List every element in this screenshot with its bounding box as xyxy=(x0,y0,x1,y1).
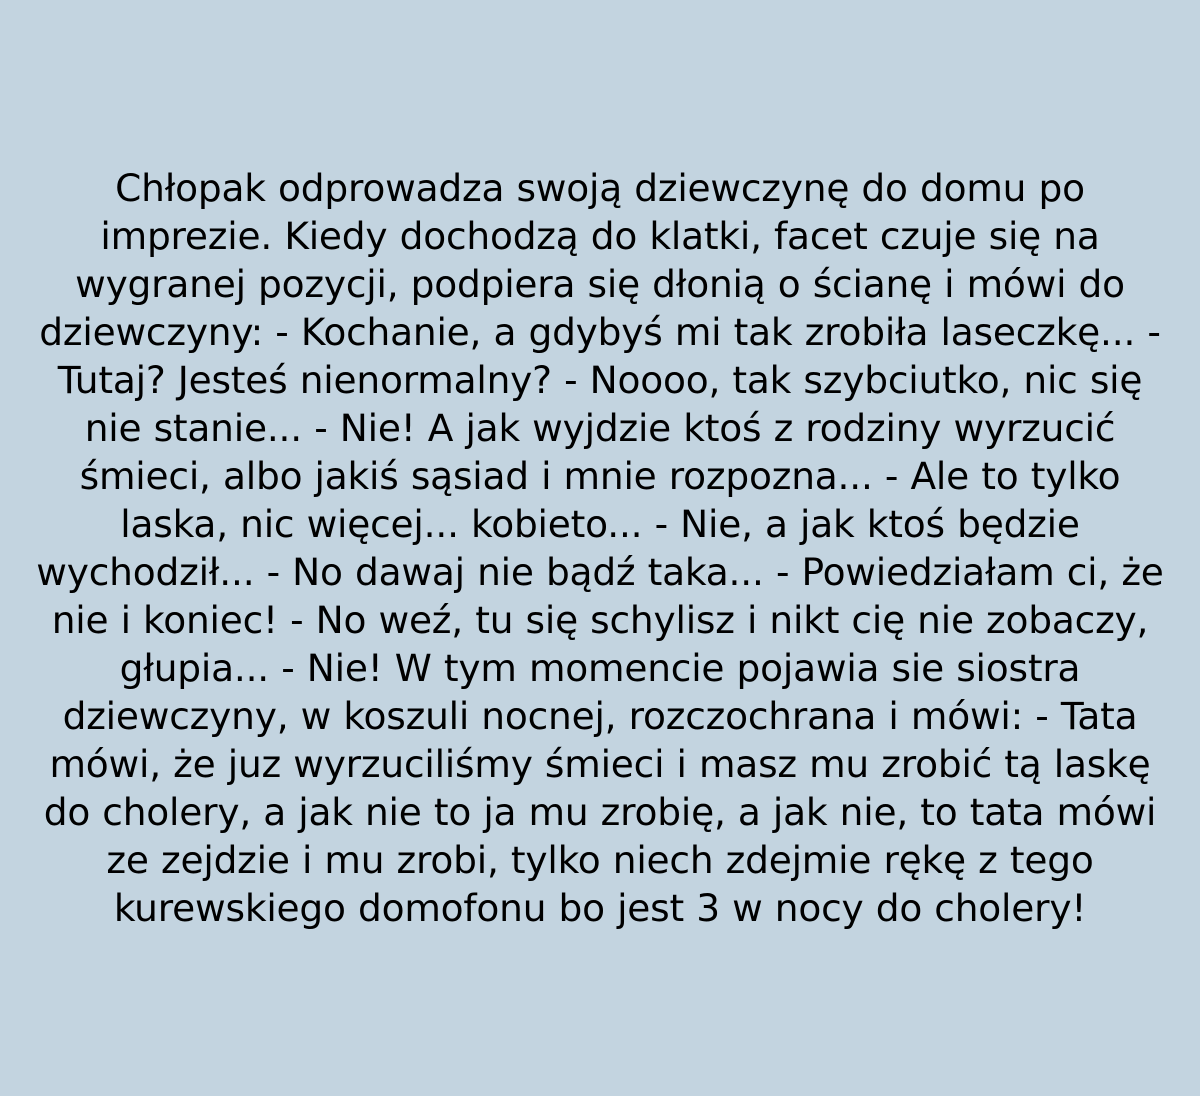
joke-text: Chłopak odprowadza swoją dziewczynę do domu po imprezie. Kiedy dochodzą do klatki, facet czuje się na wygranej pozycji, podpiera się dłonią o ścianę i mówi do dziewczyny: - Kochanie, a gdybyś mi tak zrobiła laseczkę... - Tutaj? Jesteś nienormalny? - Noooo, tak szybciutko, nic się nie stanie... - Nie! A jak wyjdzie ktoś z rodziny wyrzucić śmieci, albo jakiś sąsiad i mnie rozpozna... - Ale to tylko laska, nic więcej... kobieto... - Nie, a jak ktoś będzie wychodził... - No dawaj nie bądź taka... - Powiedziałam ci, że nie i koniec! - No weź, tu się schylisz i nikt cię nie zobaczy, głupia... - Nie! W tym momencie pojawia sie siostra dziewczyny, w koszuli nocnej, rozczochrana i mówi: - Tata mówi, że juz wyrzuciliśmy śmieci i masz mu zrobić tą laskę do cholery, a jak nie to ja mu zrobię, a jak nie, to tata mówi ze zejdzie i mu zrobi, tylko niech zdejmie rękę z tego kurewskiego domofonu bo jest 3 w nocy do cholery! xyxy=(36,166,1164,930)
